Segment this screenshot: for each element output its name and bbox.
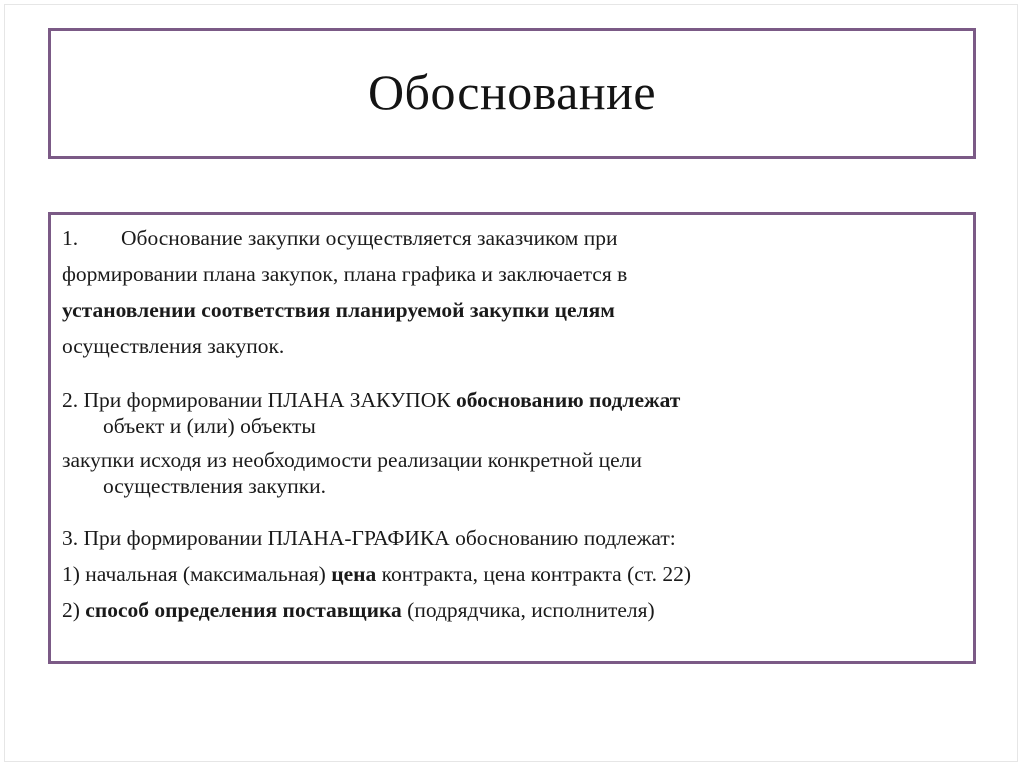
paragraph-1-line-3 [62,292,959,328]
content-box [48,212,976,664]
paragraph-3-bold-method: способ определения поставщика [85,598,402,622]
paragraph-1-number: 1. [62,226,79,250]
paragraph-1-line-4: осуществления закупок. [62,334,285,358]
paragraph-3-line-1: 3. При формировании ПЛАНА-ГРАФИКА обоснованию подлежат: [62,526,676,550]
paragraph-3-line-2 [62,556,959,592]
slide-title: Обоснование [367,63,657,120]
paragraph-1-bold-phrase: установлении соответствия планируемой закупки целям [62,298,615,322]
paragraph-3-text-2b: контракта, цена контракта (ст. 22) [376,562,691,586]
paragraph-3-text-3b: (подрядчика, исполнителя) [401,598,655,622]
paragraph-3-line-3 [62,592,959,628]
paragraph-2-line-2: объект и (или) объекты [103,414,316,438]
paragraph-1-line-1 [62,220,959,256]
paragraph-1-line-2: формировании плана закупок, плана графика и заключается в [62,262,628,286]
paragraph-3-bold-price: цена [331,562,377,586]
paragraph-2-bold-phrase: обоснованию подлежат [455,388,681,412]
paragraph-3-text-3a: 2) [62,598,86,622]
title-box [48,28,976,159]
paragraph-gap [62,502,959,520]
paragraph-2-line-3: закупки исходя из необходимости реализации конкретной цели [62,448,642,472]
paragraph-2-line-1 [62,382,959,418]
paragraph-3-text-2a: 1) начальная (максимальная) [62,562,332,586]
paragraph-gap [62,364,959,382]
paragraph-1-text-1: Обоснование закупки осуществляется заказчиком при [121,226,618,250]
paragraph-2-line-4: осуществления закупки. [103,474,327,498]
paragraph-2-text-1: 2. При формировании ПЛАНА ЗАКУПОК [62,388,456,412]
